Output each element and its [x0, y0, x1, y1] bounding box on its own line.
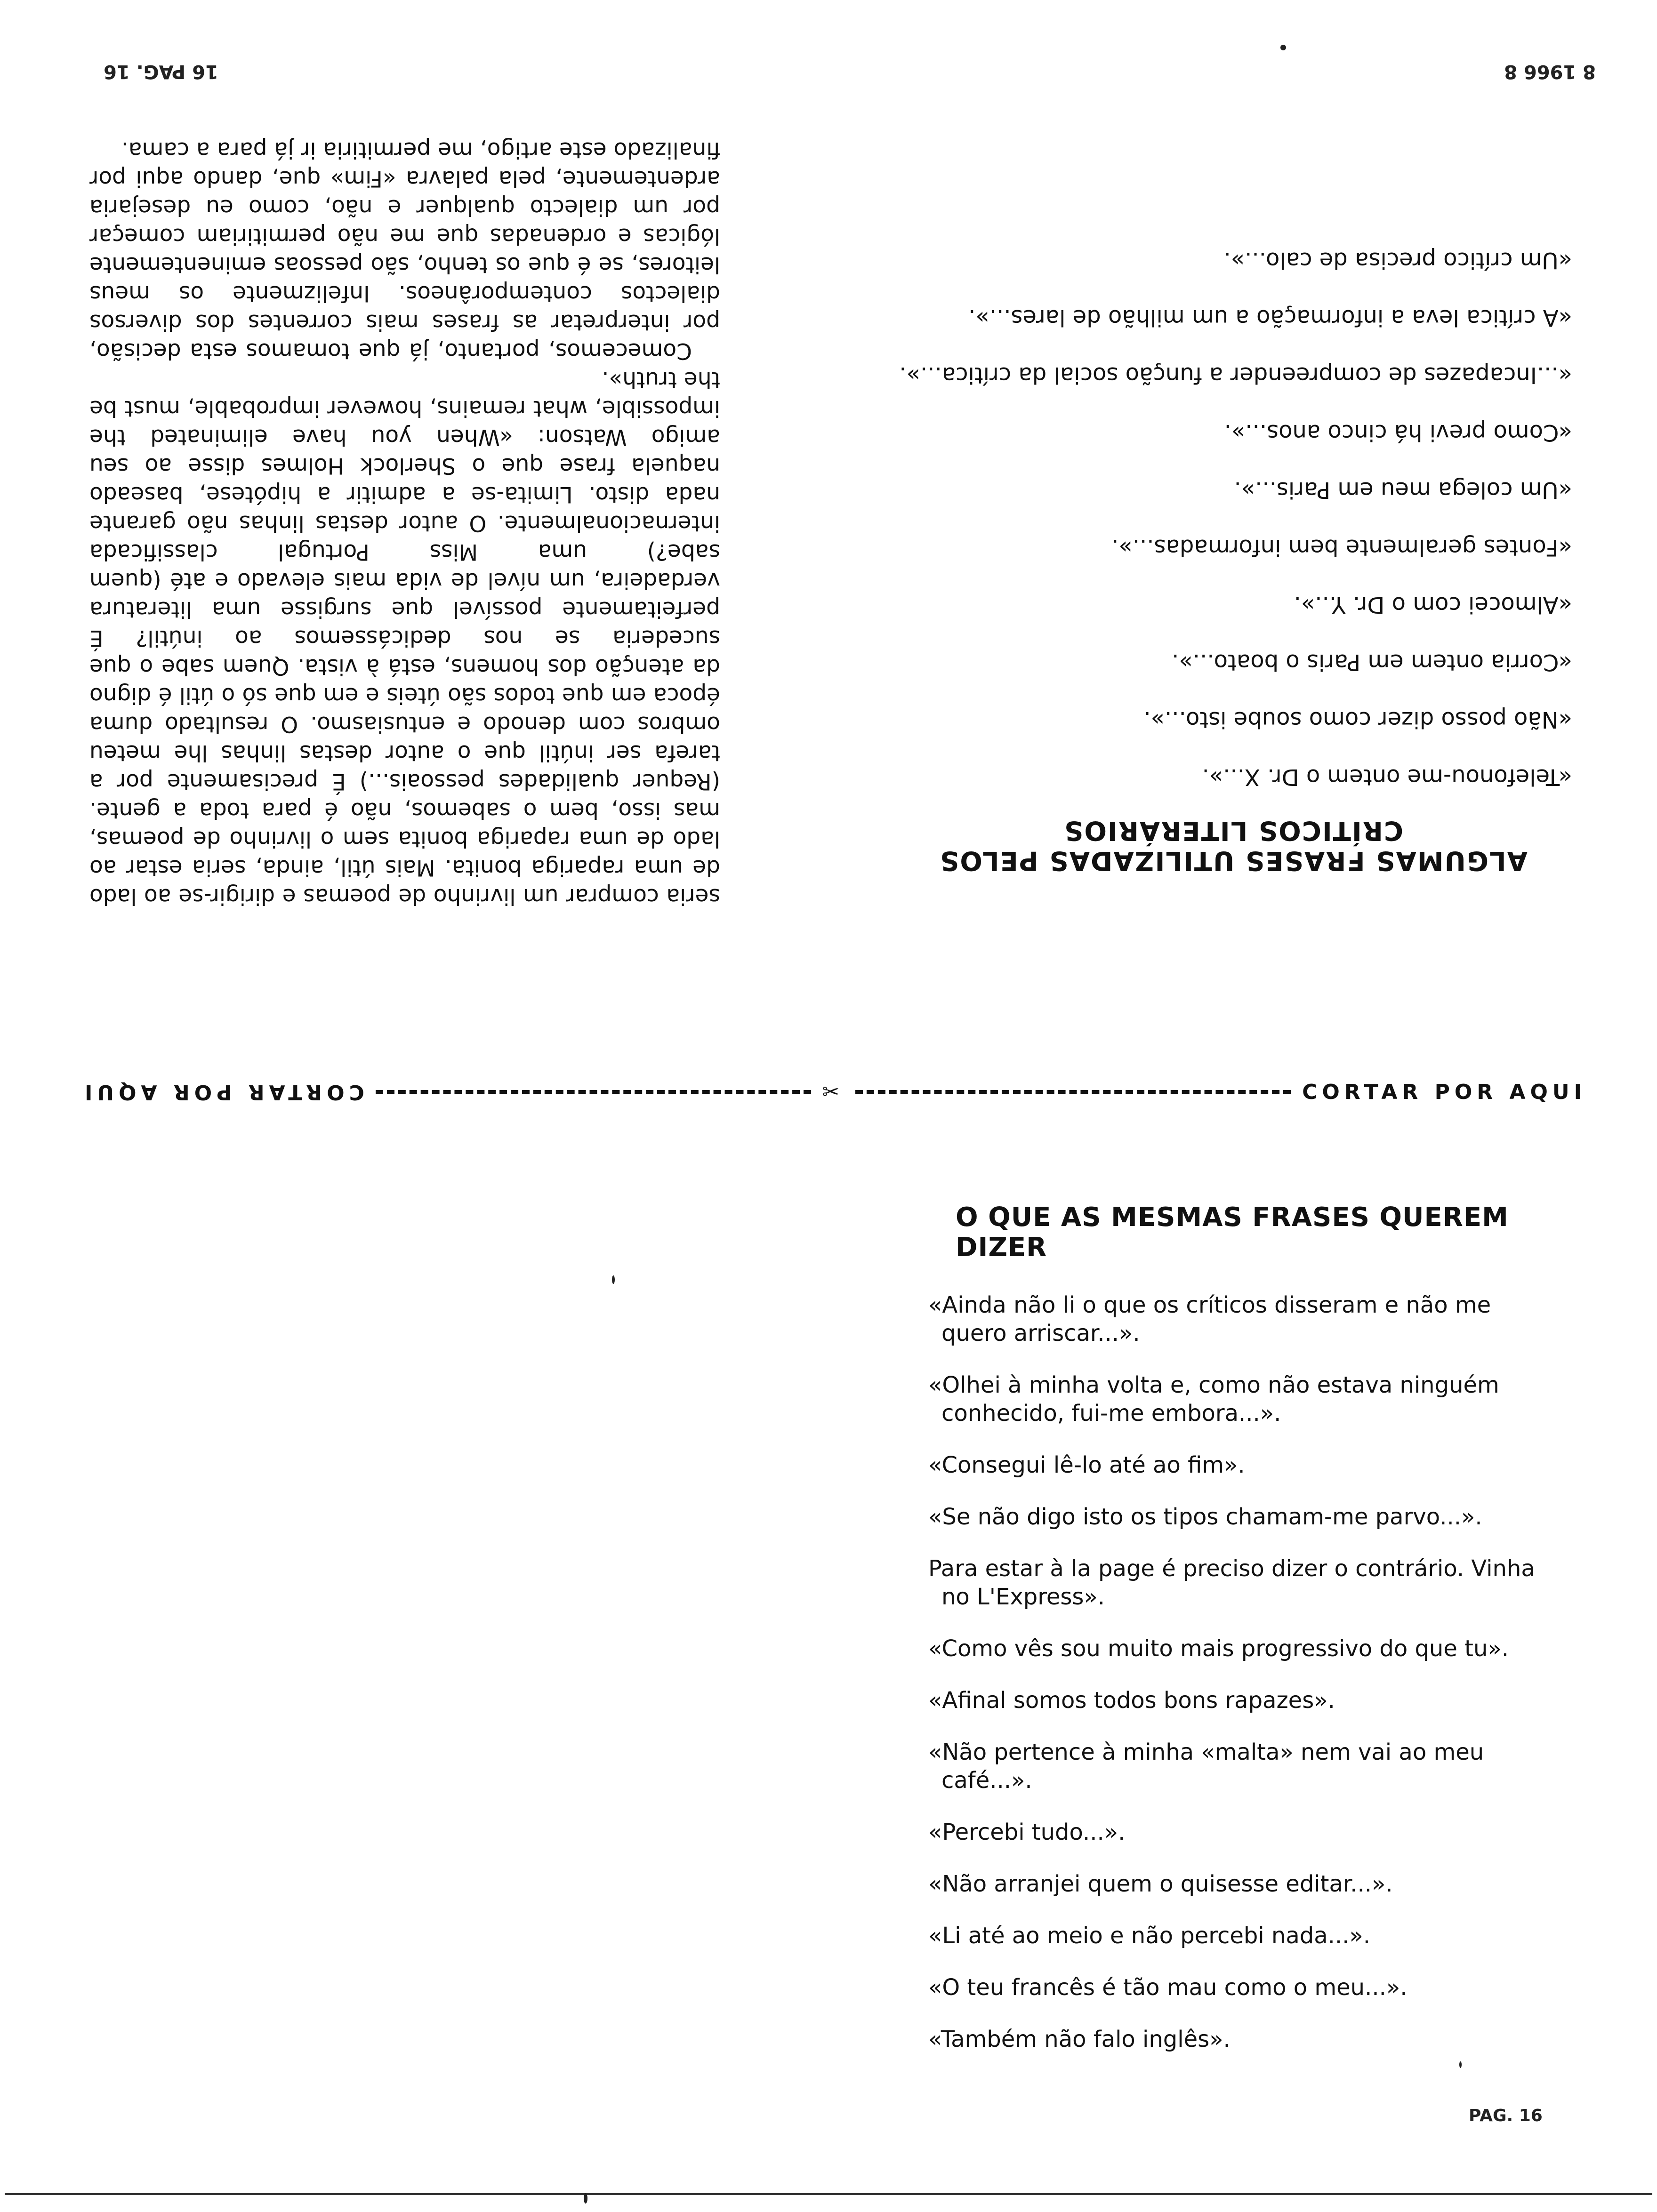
list-item: «Também não falo inglês». — [928, 2026, 1231, 2052]
cut-label-left: CORTAR POR AQUI — [80, 1080, 364, 1104]
list-item: «O teu francês é tão mau como o meu...». — [928, 1974, 1408, 2001]
list-item: «Corria ontem em Paris o boato...». — [1172, 649, 1572, 675]
scissors-icon: ✂ — [822, 1080, 845, 1104]
list-item: «Li até ao meio e não percebi nada...». — [928, 1923, 1371, 1949]
essay-paragraph: seria comprar um livrinho de poemas e dirigir-se ao lado de uma rapariga bonita. Mais útil, ainda, seria estar ao lado de uma rapariga bonita sem o livrinho de poemas, mas isso, bem o sabemos, não é para toda a gente. (Requer qualidades pessoais...) É precisamente por a tarefa ser inútil que o autor destas linhas lhe meteu ombros com denodo e entusiasmo. O resultado duma época em que todos são úteis e em que só o útil é digno da atenção dos homens, está à vista. Quem sabe o que sucederia se nos dedicássemos ao inútil? É perfeitamente possível que surgisse uma literatura verdadeira, um nível de vida mais elevado e até (quem sabe?) uma Miss Portugal classificada internacionalmente. O autor destas linhas não garante nada disto. Limita-se a admitir a hipótese, baseado naquela frase que o Sherlock Holmes disse ao seu amigo Watson: «When you have eliminated the impossible, what remains, however improbable, must be the truth». — [89, 367, 720, 909]
header-mark-left: 8 1966 8 — [1504, 61, 1596, 82]
meanings-section — [923, 1202, 1558, 2077]
list-item: «Um colega meu em Paris...». — [1234, 477, 1572, 503]
inverted-upper-half — [0, 0, 1657, 1082]
list-item: «Se não digo isto os tipos chamam-me parvo...». — [928, 1504, 1482, 1530]
phrases-section — [894, 217, 1572, 875]
list-item: «A crítica leva a informação a um milhão de lares...». — [968, 305, 1572, 331]
phrases-list — [894, 246, 1572, 792]
list-item: «Um crítico precisa de calo...». — [1223, 247, 1572, 273]
header-mark-right: 16 PAG. 16 — [104, 61, 218, 82]
scan-speck — [612, 1275, 615, 1284]
list-item: «Telefonou-me ontem o Dr. X...». — [1202, 764, 1572, 790]
page-number: PAG. 16 — [1469, 2106, 1543, 2125]
list-item: «Ainda não li o que os críticos disseram e não me quero arriscar...». — [928, 1292, 1491, 1346]
bottom-rule — [5, 2193, 1652, 2195]
scan-speck — [1459, 2061, 1462, 2068]
list-item: «Como previ há cinco anos...». — [1224, 419, 1572, 446]
meanings-title: O QUE AS MESMAS FRASES QUEREM DIZER — [956, 1202, 1509, 1263]
cut-line — [80, 1078, 1586, 1106]
list-item: «Não arranjei quem o quisesse editar...». — [928, 1871, 1393, 1897]
list-item: «...Incapazes de compreender a função social da crítica...». — [899, 362, 1572, 388]
list-item: «Não posso dizer como soube isto...». — [1143, 706, 1572, 733]
dashed-cut-line — [376, 1090, 811, 1094]
list-item: «Como vês sou muito mais progressivo do que tu». — [928, 1635, 1509, 1662]
list-item: Para estar à la page é preciso dizer o contrário. Vinha no L'Express». — [928, 1555, 1535, 1610]
list-item: «Almocei com o Dr. Y...». — [1294, 592, 1572, 618]
scan-speck — [1280, 45, 1286, 50]
dashed-cut-line — [855, 1090, 1291, 1094]
phrases-title: ALGUMAS FRASES UTILIZADAS PELOS CRÍTICOS LITERÁRIOS — [939, 815, 1528, 876]
scan-speck — [584, 2193, 587, 2204]
meanings-list — [923, 1291, 1558, 2053]
cut-label-right: CORTAR POR AQUI — [1302, 1080, 1586, 1104]
essay-paragraph: Comecemos, portanto, já que tomamos esta decisão, por interpretar as frases mais correntes dos diversos dialectos contemporâneos. Infelizmente os meus leitores, se é que os tenho, são pessoas eminentemente lógicas e ordenadas que me não permitiriam começar por um dialecto qualquer e não, como eu desejaria ardentemente, pela palavra «Fim» que, dando aqui por finalizado este artigo, me permitiria ir já para a cama. — [89, 137, 720, 364]
essay-column — [89, 136, 720, 911]
list-item: «Afinal somos todos bons rapazes». — [928, 1687, 1335, 1714]
list-item: «Não pertence à minha «malta» nem vai ao meu café...». — [928, 1739, 1484, 1794]
list-item: «Percebi tudo...». — [928, 1819, 1126, 1845]
list-item: «Fontes geralmente bem informadas...». — [1111, 534, 1572, 561]
list-item: «Consegui lê-lo até ao fim». — [928, 1452, 1245, 1478]
list-item: «Olhei à minha volta e, como não estava ninguém conhecido, fui-me embora...». — [928, 1372, 1499, 1427]
